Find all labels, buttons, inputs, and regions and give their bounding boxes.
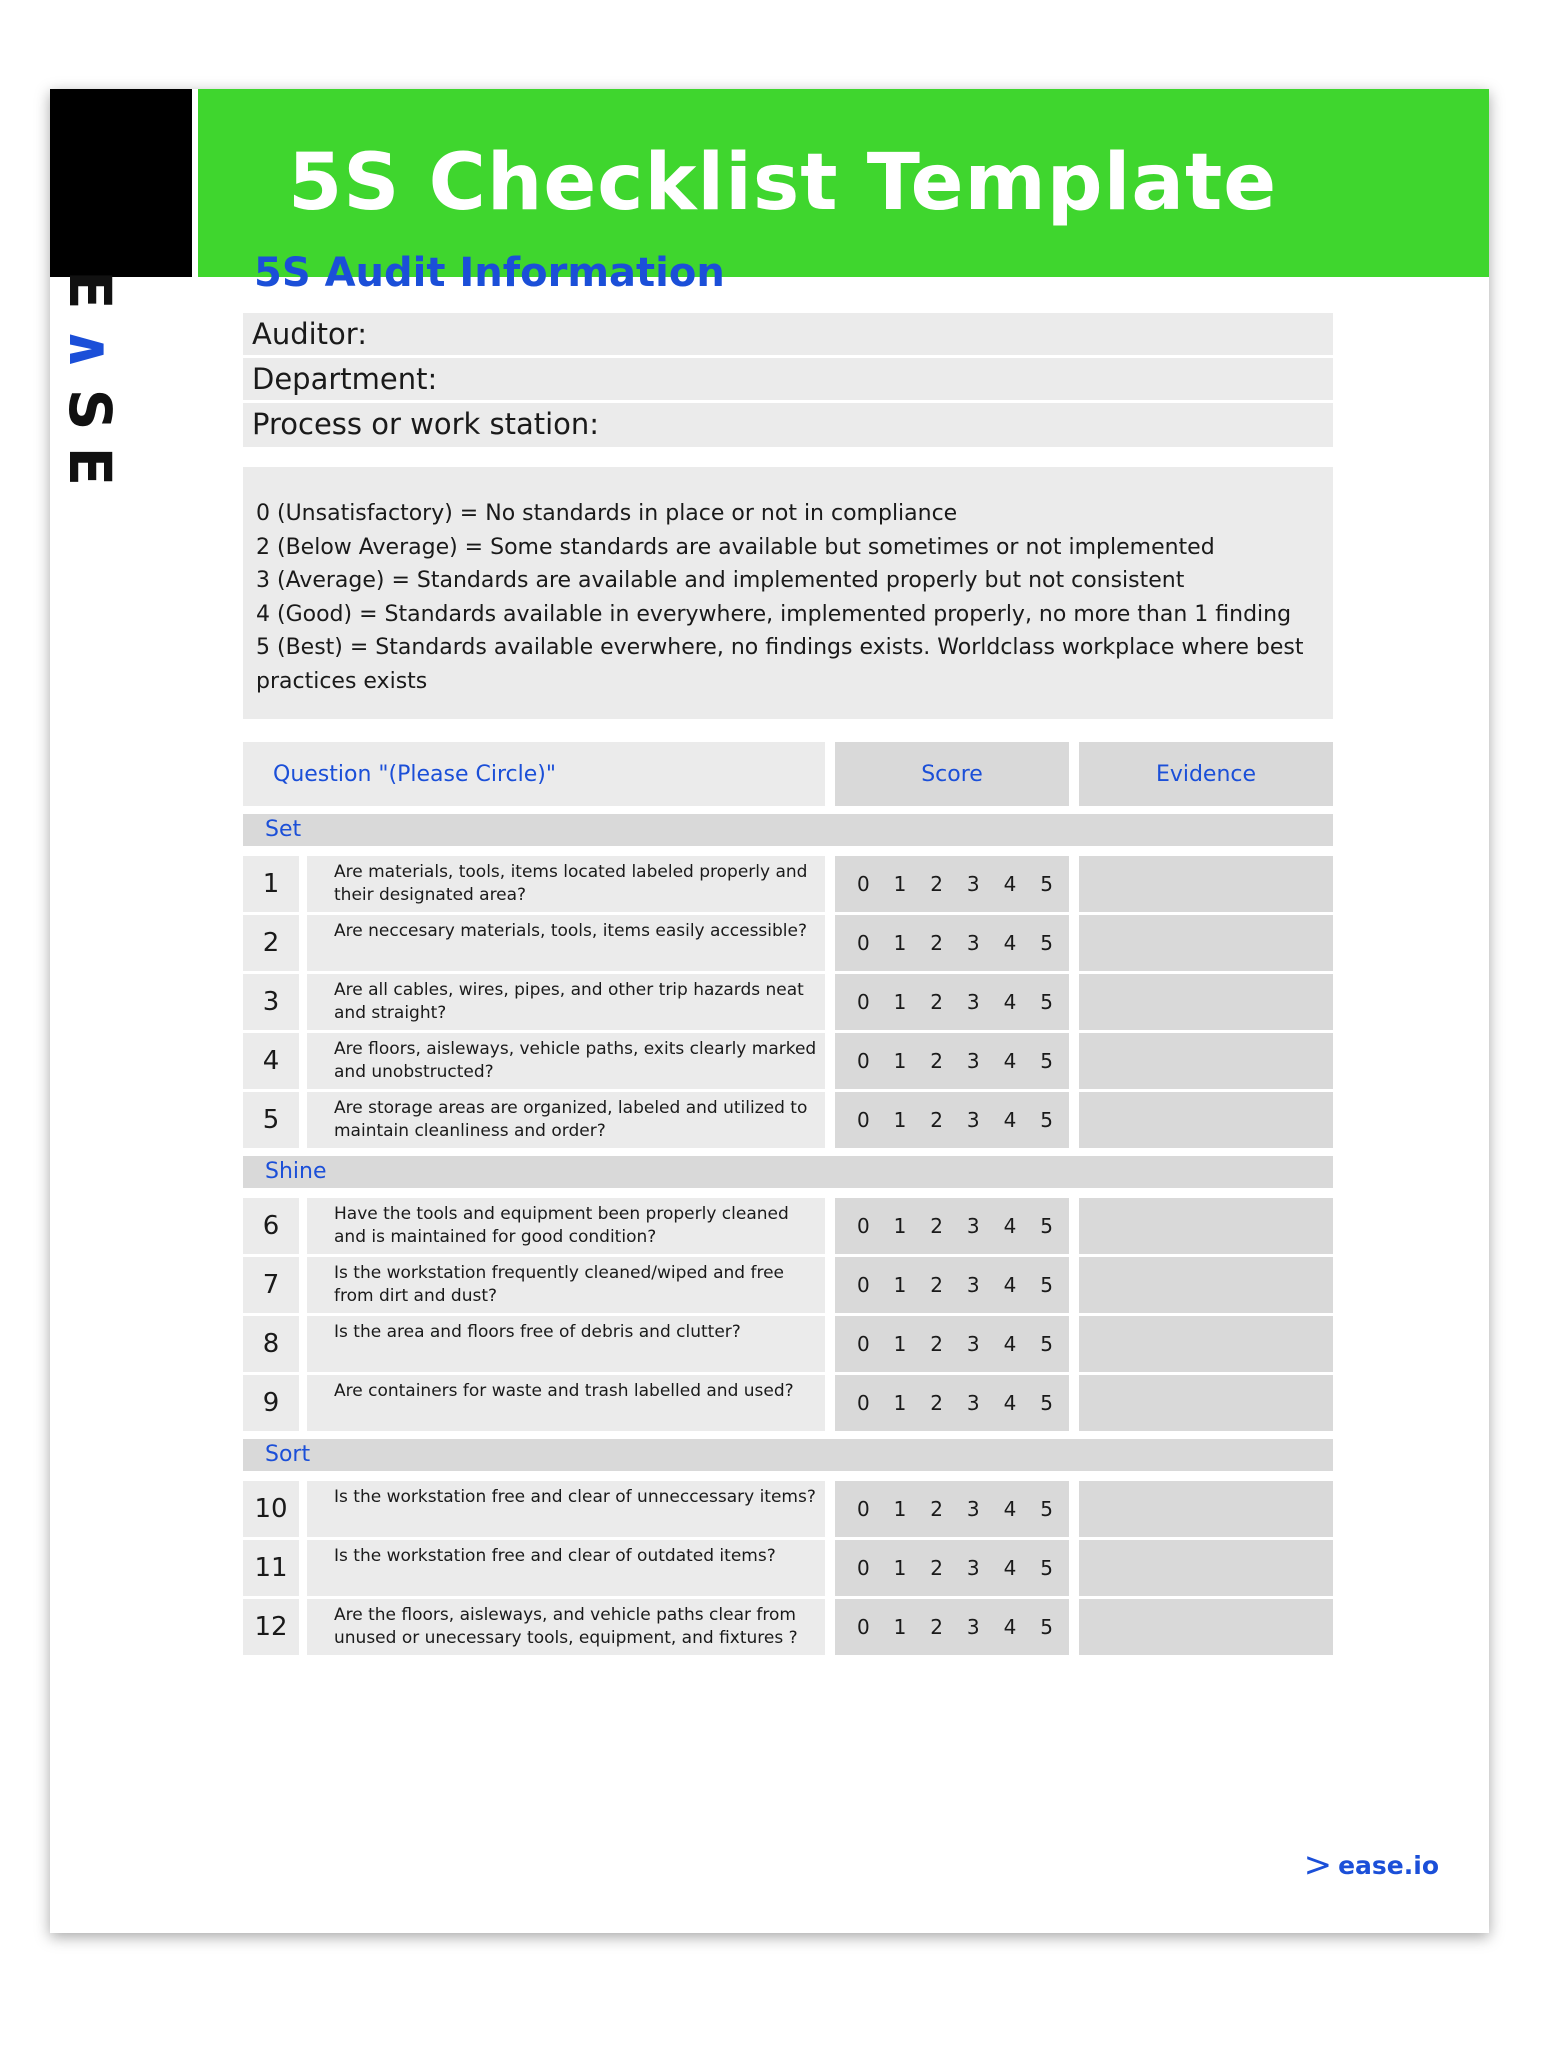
score-option[interactable]: 5 bbox=[1040, 1273, 1053, 1297]
score-option[interactable]: 1 bbox=[893, 1214, 907, 1238]
score-option[interactable]: 2 bbox=[930, 872, 944, 896]
score-option[interactable]: 4 bbox=[1003, 872, 1017, 896]
question-text: Is the workstation free and clear of unneccessary items? bbox=[307, 1481, 825, 1537]
table-header bbox=[243, 742, 1333, 806]
score-option[interactable]: 0 bbox=[857, 990, 870, 1014]
chevron-right-icon: > bbox=[1303, 1845, 1333, 1885]
score-option[interactable]: 0 bbox=[857, 872, 870, 896]
score-option[interactable]: 0 bbox=[857, 931, 870, 955]
question-text: Are the floors, aisleways, and vehicle paths clear from unused or unecessary tools, equipment, and fixtures ? bbox=[307, 1599, 825, 1655]
question-number: 8 bbox=[243, 1316, 299, 1372]
question-number: 10 bbox=[243, 1481, 299, 1537]
score-option[interactable]: 3 bbox=[966, 1391, 980, 1415]
evidence-field[interactable] bbox=[1079, 856, 1333, 912]
question-header: Question "(Please Circle)" bbox=[243, 742, 825, 806]
legend-line: 4 (Good) = Standards available in everywhere, implemented properly, no more than 1 finding bbox=[256, 601, 1292, 627]
table-row bbox=[243, 1033, 1333, 1089]
question-number: 6 bbox=[243, 1198, 299, 1254]
legend-line: 2 (Below Average) = Some standards are available but sometimes or not implemented bbox=[256, 534, 1215, 560]
question-text: Is the workstation free and clear of outdated items? bbox=[307, 1540, 825, 1596]
score-option[interactable]: 1 bbox=[893, 1332, 907, 1356]
logo-text-start: E bbox=[56, 270, 124, 326]
evidence-field[interactable] bbox=[1079, 1033, 1333, 1089]
evidence-field[interactable] bbox=[1079, 1257, 1333, 1313]
score-option[interactable]: 2 bbox=[930, 990, 944, 1014]
score-option[interactable]: 3 bbox=[966, 1332, 980, 1356]
score-options bbox=[835, 1316, 1069, 1372]
score-options bbox=[835, 1092, 1069, 1148]
section-band-shine: Shine bbox=[243, 1156, 1333, 1188]
evidence-field[interactable] bbox=[1079, 1092, 1333, 1148]
score-option[interactable]: 3 bbox=[966, 1556, 980, 1580]
question-text: Are containers for waste and trash labelled and used? bbox=[307, 1375, 825, 1431]
table-row bbox=[243, 1375, 1333, 1431]
score-option[interactable]: 5 bbox=[1040, 1332, 1053, 1356]
score-option[interactable]: 2 bbox=[930, 1556, 944, 1580]
score-option[interactable]: 4 bbox=[1003, 1615, 1017, 1639]
auditor-field[interactable]: Auditor: bbox=[243, 313, 1333, 355]
score-option[interactable]: 5 bbox=[1040, 872, 1053, 896]
score-option[interactable]: 4 bbox=[1003, 1556, 1017, 1580]
score-option[interactable]: 5 bbox=[1040, 1214, 1053, 1238]
score-option[interactable]: 4 bbox=[1003, 1214, 1017, 1238]
score-option[interactable]: 3 bbox=[966, 1615, 980, 1639]
question-text: Are neccesary materials, tools, items easily accessible? bbox=[307, 915, 825, 971]
legend-line: 3 (Average) = Standards are available and implemented properly but not consistent bbox=[256, 568, 1185, 593]
question-number: 2 bbox=[243, 915, 299, 971]
score-option[interactable]: 5 bbox=[1040, 990, 1053, 1014]
table-row bbox=[243, 1481, 1333, 1537]
score-option[interactable]: 1 bbox=[893, 1497, 907, 1521]
score-option[interactable]: 0 bbox=[857, 1049, 870, 1073]
question-text: Is the workstation frequently cleaned/wiped and free from dirt and dust? bbox=[307, 1257, 825, 1313]
score-option[interactable]: 0 bbox=[857, 1615, 870, 1639]
table-row bbox=[243, 1316, 1333, 1372]
score-option[interactable]: 3 bbox=[966, 990, 980, 1014]
legend-line: 0 (Unsatisfactory) = No standards in place or not in compliance bbox=[256, 501, 958, 526]
score-option[interactable]: 1 bbox=[893, 931, 907, 955]
question-text: Is the area and floors free of debris and clutter? bbox=[307, 1316, 825, 1372]
table-row bbox=[243, 1257, 1333, 1313]
score-option[interactable]: 2 bbox=[930, 931, 944, 955]
score-options bbox=[835, 1198, 1069, 1254]
ease-link[interactable] bbox=[1303, 1845, 1439, 1885]
question-text: Are floors, aisleways, vehicle paths, exits clearly marked and unobstructed? bbox=[307, 1033, 825, 1089]
score-option[interactable]: 1 bbox=[893, 990, 907, 1014]
question-text: Are all cables, wires, pipes, and other trip hazards neat and straight? bbox=[307, 974, 825, 1030]
evidence-field[interactable] bbox=[1079, 1198, 1333, 1254]
question-number: 7 bbox=[243, 1257, 299, 1313]
header-black-block bbox=[50, 89, 192, 277]
legend-line: practices exists bbox=[256, 668, 428, 694]
table-row bbox=[243, 974, 1333, 1030]
score-option[interactable]: 5 bbox=[1040, 1497, 1053, 1521]
evidence-field[interactable] bbox=[1079, 974, 1333, 1030]
audit-info-title: 5S Audit Information bbox=[254, 250, 725, 296]
score-option[interactable]: 4 bbox=[1003, 1497, 1017, 1521]
score-legend bbox=[243, 467, 1333, 719]
score-option[interactable]: 4 bbox=[1003, 990, 1017, 1014]
question-number: 11 bbox=[243, 1540, 299, 1596]
logo-text-end: SE bbox=[56, 388, 124, 503]
question-number: 3 bbox=[243, 974, 299, 1030]
footer-link-text: ease.io bbox=[1338, 1850, 1439, 1880]
score-header: Score bbox=[835, 742, 1069, 806]
section-band-sort: Sort bbox=[243, 1439, 1333, 1471]
score-option[interactable]: 0 bbox=[857, 1273, 870, 1297]
score-option[interactable]: 5 bbox=[1040, 1615, 1053, 1639]
score-option[interactable]: 3 bbox=[966, 1108, 980, 1132]
question-number: 4 bbox=[243, 1033, 299, 1089]
evidence-field[interactable] bbox=[1079, 1599, 1333, 1655]
evidence-field[interactable] bbox=[1079, 915, 1333, 971]
evidence-field[interactable] bbox=[1079, 1375, 1333, 1431]
score-option[interactable]: 1 bbox=[893, 1108, 907, 1132]
evidence-field[interactable] bbox=[1079, 1316, 1333, 1372]
score-option[interactable]: 2 bbox=[930, 1214, 944, 1238]
score-option[interactable]: 3 bbox=[966, 931, 980, 955]
score-option[interactable]: 2 bbox=[930, 1615, 944, 1639]
score-options bbox=[835, 915, 1069, 971]
score-option[interactable]: 4 bbox=[1003, 1391, 1017, 1415]
checklist-table bbox=[243, 742, 1333, 1663]
score-options bbox=[835, 1599, 1069, 1655]
score-option[interactable]: 4 bbox=[1003, 1332, 1017, 1356]
score-option[interactable]: 3 bbox=[966, 1497, 980, 1521]
score-option[interactable]: 3 bbox=[966, 1273, 980, 1297]
process-field[interactable]: Process or work station: bbox=[243, 403, 1333, 447]
evidence-field[interactable] bbox=[1079, 1540, 1333, 1596]
score-option[interactable]: 2 bbox=[930, 1273, 944, 1297]
score-option[interactable]: 5 bbox=[1040, 931, 1053, 955]
table-body bbox=[243, 814, 1333, 1655]
score-options bbox=[835, 856, 1069, 912]
table-row bbox=[243, 1092, 1333, 1148]
question-number: 1 bbox=[243, 856, 299, 912]
score-option[interactable]: 3 bbox=[966, 1049, 980, 1073]
score-option[interactable]: 1 bbox=[893, 1049, 907, 1073]
department-field[interactable]: Department: bbox=[243, 358, 1333, 400]
legend-line: 5 (Best) = Standards available everwhere, no findings exists. Worldclass workplace where best bbox=[256, 635, 1304, 660]
score-option[interactable]: 4 bbox=[1003, 931, 1017, 955]
score-option[interactable]: 0 bbox=[857, 1332, 870, 1356]
evidence-field[interactable] bbox=[1079, 1481, 1333, 1537]
score-option[interactable]: 5 bbox=[1040, 1391, 1053, 1415]
audit-info-fields bbox=[243, 313, 1333, 450]
score-option[interactable]: 4 bbox=[1003, 1273, 1017, 1297]
question-number: 9 bbox=[243, 1375, 299, 1431]
score-option[interactable]: 5 bbox=[1040, 1108, 1053, 1132]
score-options bbox=[835, 1481, 1069, 1537]
score-option[interactable]: 4 bbox=[1003, 1049, 1017, 1073]
score-option[interactable]: 2 bbox=[930, 1332, 944, 1356]
score-option[interactable]: 2 bbox=[930, 1497, 944, 1521]
table-row bbox=[243, 915, 1333, 971]
question-text: Have the tools and equipment been properly cleaned and is maintained for good condition? bbox=[307, 1198, 825, 1254]
section-band-set: Set bbox=[243, 814, 1333, 846]
score-option[interactable]: 2 bbox=[930, 1391, 944, 1415]
score-option[interactable]: 0 bbox=[857, 1391, 870, 1415]
score-option[interactable]: 0 bbox=[857, 1214, 870, 1238]
score-option[interactable]: 5 bbox=[1040, 1049, 1053, 1073]
score-option[interactable]: 3 bbox=[966, 1214, 980, 1238]
question-text: Are storage areas are organized, labeled and utilized to maintain cleanliness and order? bbox=[307, 1092, 825, 1148]
score-option[interactable]: 2 bbox=[930, 1049, 944, 1073]
question-text: Are materials, tools, items located labeled properly and their designated area? bbox=[307, 856, 825, 912]
score-options bbox=[835, 1257, 1069, 1313]
score-options bbox=[835, 1540, 1069, 1596]
table-row bbox=[243, 1540, 1333, 1596]
score-option[interactable]: 0 bbox=[857, 1497, 870, 1521]
score-option[interactable]: 3 bbox=[966, 872, 980, 896]
question-number: 12 bbox=[243, 1599, 299, 1655]
table-row bbox=[243, 1198, 1333, 1254]
header-banner bbox=[198, 89, 1489, 277]
score-option[interactable]: 1 bbox=[893, 1273, 907, 1297]
page-title: 5S Checklist Template bbox=[288, 138, 1278, 228]
logo-accent: ∧ bbox=[56, 325, 124, 389]
score-option[interactable]: 1 bbox=[893, 872, 907, 896]
evidence-header: Evidence bbox=[1079, 742, 1333, 806]
score-options bbox=[835, 1033, 1069, 1089]
table-row bbox=[243, 856, 1333, 912]
score-option[interactable]: 1 bbox=[893, 1391, 907, 1415]
score-option[interactable]: 1 bbox=[893, 1556, 907, 1580]
ease-logo bbox=[56, 270, 124, 502]
question-number: 5 bbox=[243, 1092, 299, 1148]
score-options bbox=[835, 974, 1069, 1030]
score-option[interactable]: 2 bbox=[930, 1108, 944, 1132]
score-option[interactable]: 0 bbox=[857, 1556, 870, 1580]
score-option[interactable]: 0 bbox=[857, 1108, 870, 1132]
score-option[interactable]: 5 bbox=[1040, 1556, 1053, 1580]
table-row bbox=[243, 1599, 1333, 1655]
score-options bbox=[835, 1375, 1069, 1431]
score-option[interactable]: 1 bbox=[893, 1615, 907, 1639]
score-option[interactable]: 4 bbox=[1003, 1108, 1017, 1132]
